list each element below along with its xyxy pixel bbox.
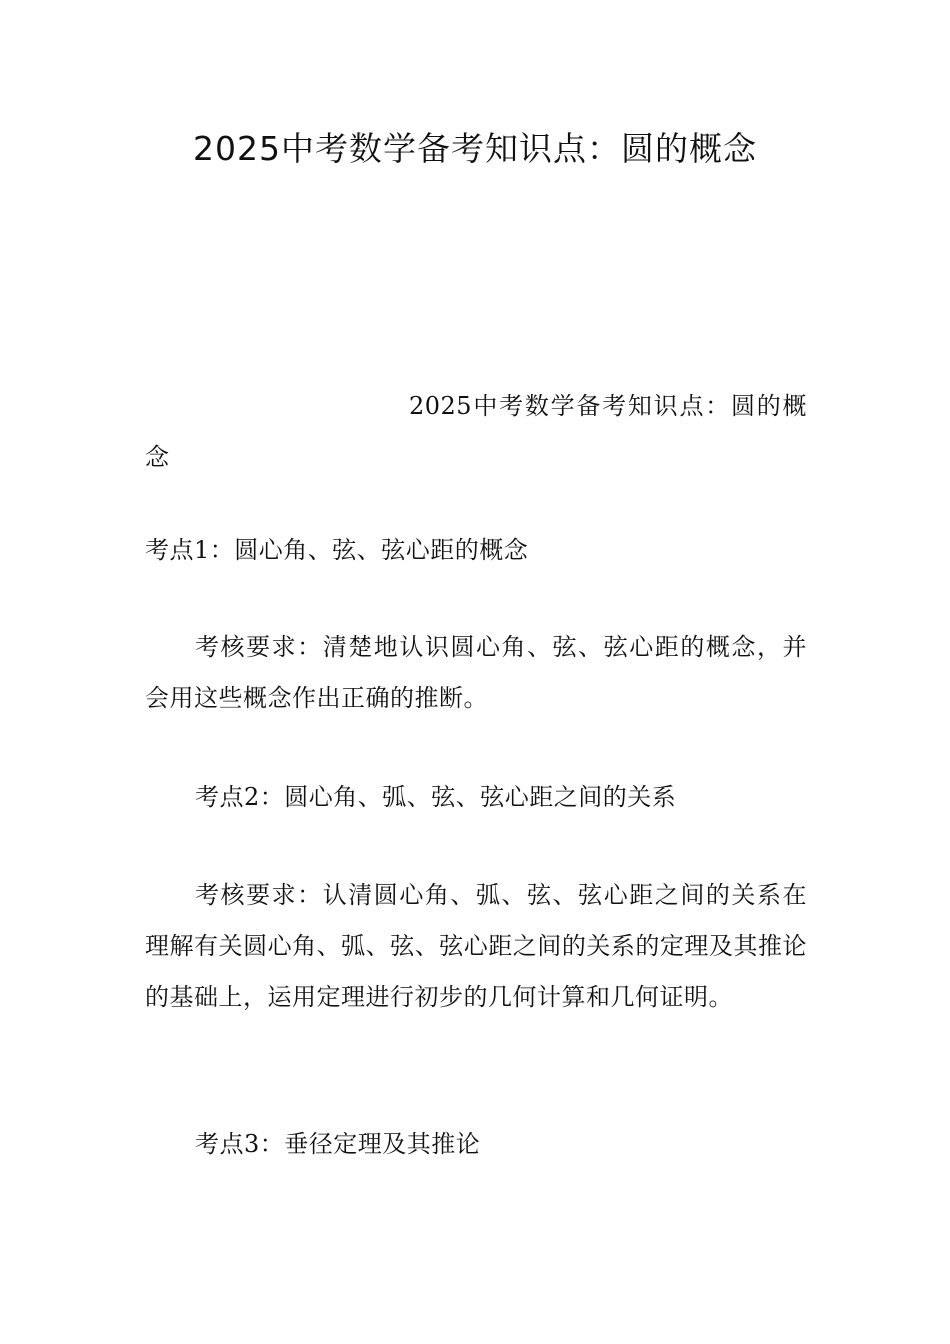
- section-1-requirement: 考核要求：清楚地认识圆心角、弦、弦心距的概念，并会用这些概念作出正确的推断。: [145, 633, 807, 712]
- section-1-heading: 考点1：圆心角、弦、弦心距的概念: [145, 536, 529, 564]
- section-2-requirement: 考核要求：认清圆心角、弧、弦、弦心距之间的关系在理解有关圆心角、弧、弦、弦心距之间的关系的定理及其推论的基础上，运用定理进行初步的几何计算和几何证明。: [145, 881, 807, 1011]
- document-title: 2025中考数学备考知识点：圆的概念: [193, 129, 757, 168]
- section-2-heading: 考点2：圆心角、弧、弦、弦心距之间的关系: [195, 783, 677, 811]
- document-subtitle: 2025中考数学备考知识点：圆的概念: [145, 392, 807, 471]
- section-3-heading: 考点3：垂径定理及其推论: [195, 1130, 481, 1158]
